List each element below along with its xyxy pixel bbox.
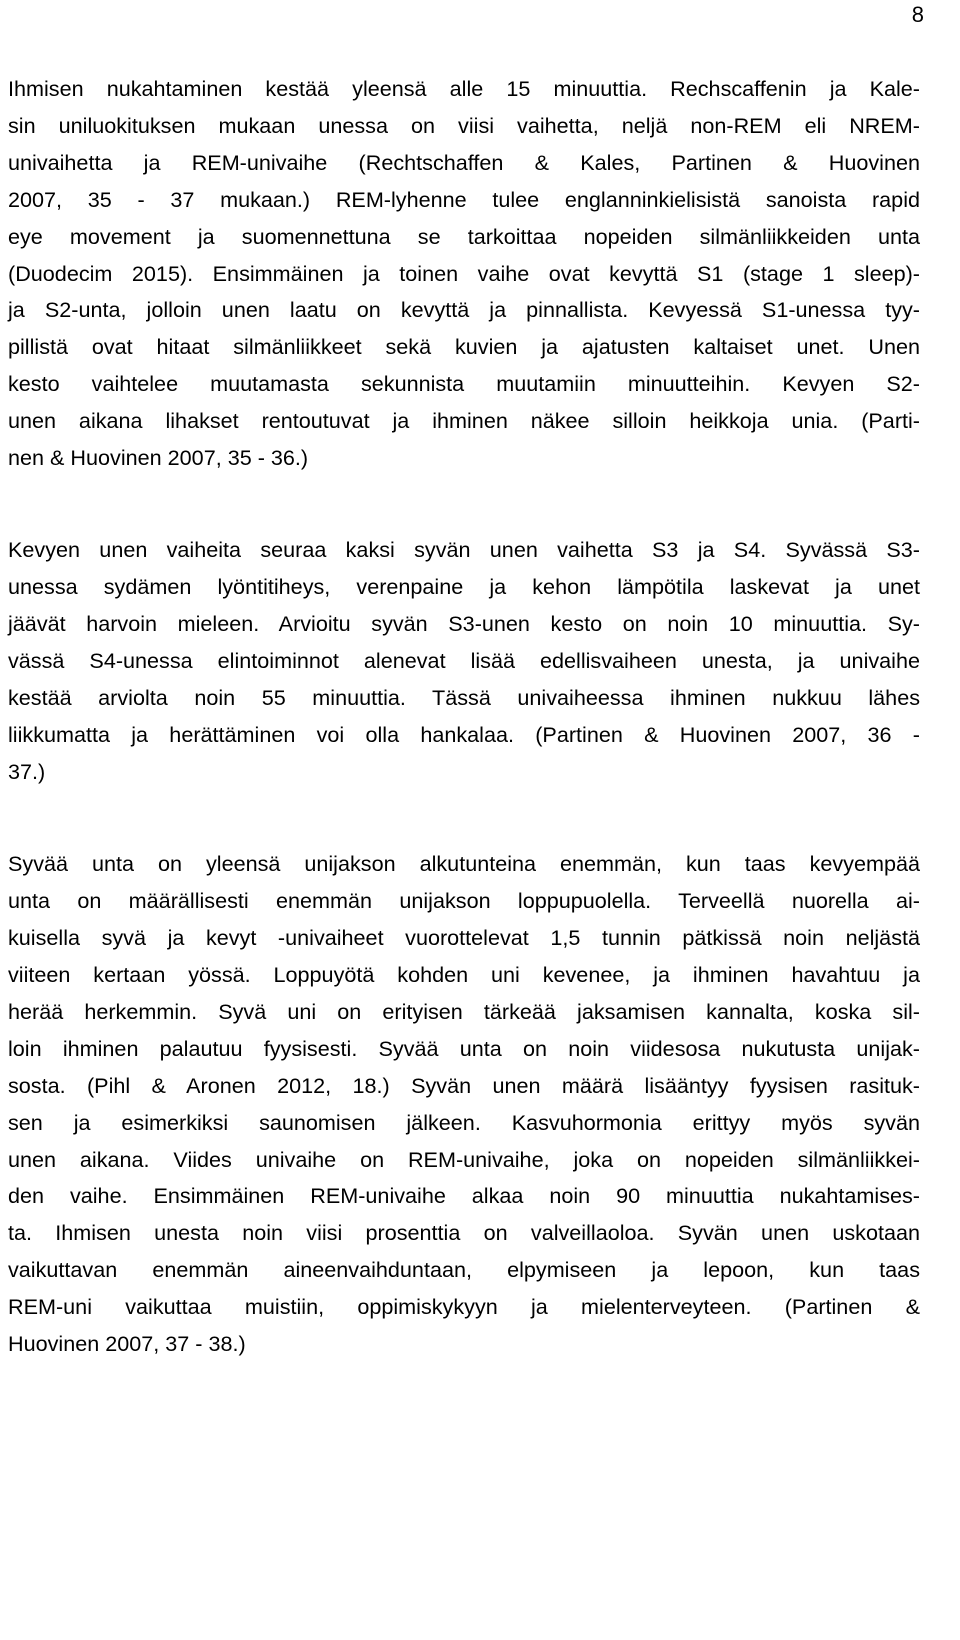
text-line: Huovinen 2007, 37 - 38.) bbox=[8, 1331, 246, 1357]
text-line: 2007, 35 - 37 mukaan.) REM-lyhenne tulee englanninkielisistä sanoista rapid bbox=[8, 186, 920, 212]
text-line: nen & Huovinen 2007, 35 - 36.) bbox=[8, 445, 309, 471]
text-line: unessa sydämen lyöntitiheys, verenpaine ja kehon lämpötila laskevat ja unet bbox=[8, 574, 920, 600]
text-line: eye movement ja suomennettuna se tarkoittaa nopeiden silmänliikkeiden unta bbox=[8, 223, 920, 249]
paragraph-spacer bbox=[8, 477, 920, 533]
text-line: Syvää unta on yleensä unijakson alkutunteina enemmän, kun taas kevyempää bbox=[8, 851, 920, 877]
text-line: kestää arviolta noin 55 minuuttia. Tässä univaiheessa ihminen nukkuu lähes bbox=[8, 685, 920, 711]
text-line: vaikuttavan enemmän aineenvaihduntaan, elpymiseen ja lepoon, kun taas bbox=[8, 1257, 920, 1283]
text-line: loin ihminen palautuu fyysisesti. Syvää unta on noin viidesosa nukutusta unijak- bbox=[8, 1035, 920, 1061]
text-line: viiteen kertaan yössä. Loppuyötä kohden uni kevenee, ja ihminen havahtuu ja bbox=[8, 962, 920, 988]
text-line: ja S2-unta, jolloin unen laatu on kevyttä ja pinnallista. Kevyessä S1-unessa tyy- bbox=[8, 297, 920, 323]
page-number: 8 bbox=[911, 2, 924, 27]
text-line: liikkumatta ja herättäminen voi olla hankalaa. (Partinen & Huovinen 2007, 36 - bbox=[8, 722, 920, 747]
text-line: pillistä ovat hitaat silmänliikkeet sekä kuvien ja ajatusten kaltaiset unet. Unen bbox=[8, 334, 920, 360]
text-line: sosta. (Pihl & Aronen 2012, 18.) Syvän unen määrä lisääntyy fyysisen rasituk- bbox=[8, 1072, 920, 1098]
text-line: REM-uni vaikuttaa muistiin, oppimiskykyyn ja mielenterveyteen. (Partinen & bbox=[8, 1294, 920, 1320]
text-line: univaihetta ja REM-univaihe (Rechtschaffen & Kales, Partinen & Huovinen bbox=[8, 149, 920, 175]
text-line: jäävät harvoin mieleen. Arvioitu syvän S3-unen kesto on noin 10 minuuttia. Sy- bbox=[8, 611, 920, 637]
text-line: 37.) bbox=[8, 758, 46, 784]
paragraph-spacer bbox=[8, 791, 920, 847]
text-line: (Duodecim 2015). Ensimmäinen ja toinen vaihe ovat kevyttä S1 (stage 1 sleep)- bbox=[8, 260, 920, 286]
text-line: ta. Ihmisen unesta noin viisi prosenttia on valveillaoloa. Syvän unen uskotaan bbox=[8, 1220, 920, 1246]
text-line: vässä S4-unessa elintoiminnot alenevat lisää edellisvaiheen unesta, ja univaihe bbox=[8, 648, 920, 674]
paragraph-2 bbox=[8, 532, 920, 790]
text-line: Ihmisen nukahtaminen kestää yleensä alle 15 minuuttia. Rechscaffenin ja Kale- bbox=[8, 76, 920, 101]
document-body bbox=[8, 71, 920, 1363]
text-line: sen ja esimerkiksi saunomisen jälkeen. Kasvuhormonia erittyy myös syvän bbox=[8, 1109, 920, 1135]
text-line: unen aikana lihakset rentoutuvat ja ihminen näkee silloin heikkoja unia. (Parti- bbox=[8, 408, 920, 434]
text-line: den vaihe. Ensimmäinen REM-univaihe alkaa noin 90 minuuttia nukahtamises- bbox=[8, 1183, 920, 1209]
text-line: Kevyen unen vaiheita seuraa kaksi syvän unen vaihetta S3 ja S4. Syvässä S3- bbox=[8, 537, 920, 563]
text-line: unta on määrällisesti enemmän unijakson loppupuolella. Terveellä nuorella ai- bbox=[8, 888, 920, 914]
text-line: unen aikana. Viides univaihe on REM-univaihe, joka on nopeiden silmänliikkei- bbox=[8, 1146, 920, 1172]
text-line: herää herkemmin. Syvä uni on erityisen tärkeää jaksamisen kannalta, koska sil- bbox=[8, 998, 920, 1024]
paragraph-1 bbox=[8, 71, 920, 477]
text-line: sin uniluokituksen mukaan unessa on viisi vaihetta, neljä non-REM eli NREM- bbox=[8, 112, 920, 138]
text-line: kuisella syvä ja kevyt -univaiheet vuorottelevat 1,5 tunnin pätkissä noin neljästä bbox=[8, 925, 920, 951]
paragraph-3 bbox=[8, 846, 920, 1363]
text-line: kesto vaihtelee muutamasta sekunnista muutamiin minuutteihin. Kevyen S2- bbox=[8, 371, 920, 397]
